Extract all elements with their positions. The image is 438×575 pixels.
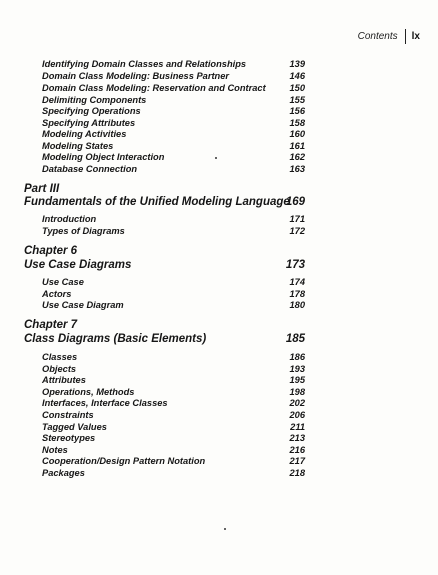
toc-entry[interactable]: Stereotypes 213 [42, 433, 305, 443]
toc-entry[interactable]: Constraints 206 [42, 410, 305, 420]
toc-entry[interactable]: Introduction 171 [42, 214, 305, 224]
part-title[interactable]: Fundamentals of the Unified Modeling Language 169 [24, 196, 305, 208]
toc-entry[interactable]: Packages 218 [42, 468, 305, 478]
toc-entry[interactable]: Domain Class Modeling: Business Partner 146 [42, 71, 305, 81]
running-header-divider [405, 29, 406, 44]
scan-speck [215, 157, 217, 159]
chapter-number: Chapter 6 [24, 245, 78, 257]
running-header [358, 29, 420, 44]
running-header-label: Contents [357, 31, 398, 42]
toc-entry[interactable]: Identifying Domain Classes and Relationships 139 [42, 59, 305, 69]
toc-entry[interactable]: Types of Diagrams 172 [42, 226, 305, 236]
toc-entry[interactable]: Actors 178 [42, 289, 305, 299]
toc-entry[interactable]: Domain Class Modeling: Reservation and Contract 150 [42, 83, 305, 93]
toc-entry[interactable]: Classes 186 [42, 352, 305, 362]
toc-entry[interactable]: Specifying Operations 156 [42, 106, 305, 116]
toc-entry[interactable]: Modeling Activities 160 [42, 129, 305, 139]
toc-entry[interactable]: Modeling States 161 [42, 141, 305, 151]
toc-entry[interactable]: Notes 216 [42, 445, 305, 455]
toc-entry[interactable]: Use Case 174 [42, 277, 305, 287]
toc-entry[interactable]: Specifying Attributes 158 [42, 118, 305, 128]
chapter-title[interactable]: Use Case Diagrams 173 [24, 259, 305, 271]
page-number: lx [411, 31, 420, 42]
toc-entry[interactable]: Database Connection 163 [42, 164, 305, 174]
scan-speck [224, 528, 226, 530]
toc-entry[interactable]: Objects 193 [42, 364, 305, 374]
toc-entry[interactable]: Operations, Methods 198 [42, 387, 305, 397]
toc-entry[interactable]: Modeling Object Interaction 162 [42, 152, 305, 162]
toc-entry[interactable]: Attributes 195 [42, 375, 305, 385]
toc-entry[interactable]: Cooperation/Design Pattern Notation 217 [42, 456, 305, 466]
toc-entry[interactable]: Tagged Values 211 [42, 422, 305, 432]
part-number: Part III [24, 183, 60, 195]
toc-entry[interactable]: Delimiting Components 155 [42, 95, 305, 105]
chapter-number: Chapter 7 [24, 319, 78, 331]
toc-entry[interactable]: Interfaces, Interface Classes 202 [42, 398, 305, 408]
chapter-title[interactable]: Class Diagrams (Basic Elements) 185 [24, 333, 305, 345]
toc-entry[interactable]: Use Case Diagram 180 [42, 300, 305, 310]
